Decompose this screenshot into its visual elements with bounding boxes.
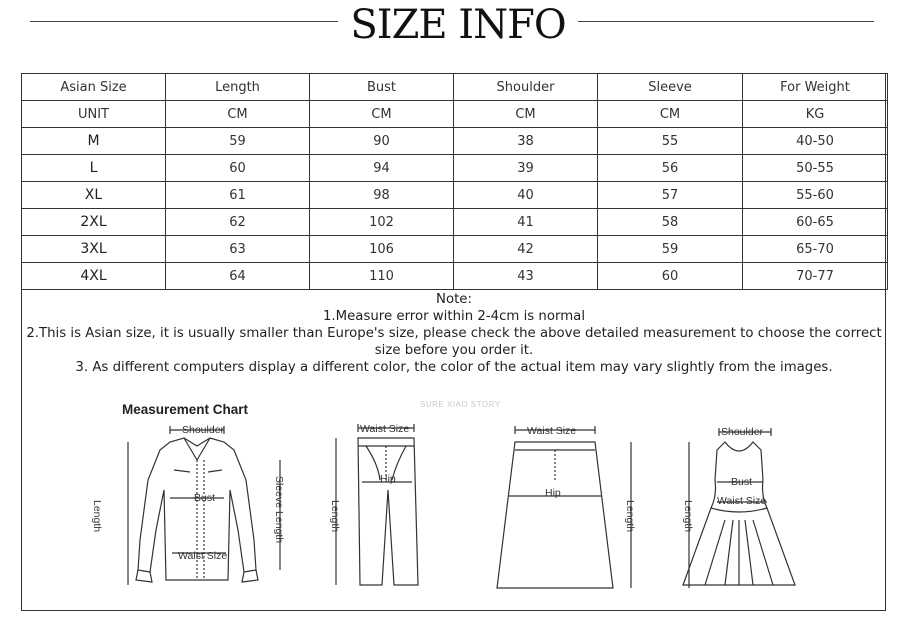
table-cell: 102 — [310, 209, 454, 236]
table-cell: 40-50 — [743, 128, 888, 155]
measurement-chart-title: Measurement Chart — [122, 402, 249, 417]
table-header-cell: For Weight — [743, 74, 888, 101]
table-cell: 63 — [166, 236, 310, 263]
size-label-cell: L — [22, 155, 166, 182]
table-header-cell: Sleeve — [598, 74, 743, 101]
notes-heading: Note: — [436, 292, 472, 307]
skirt-length-label: Length — [624, 500, 636, 533]
table-cell: 60-65 — [743, 209, 888, 236]
table-header-row — [22, 74, 888, 101]
table-cell: 60 — [166, 155, 310, 182]
dress-waist-label: Waist Size — [717, 495, 767, 507]
shirt-bust-label: Bust — [194, 492, 216, 504]
page-title: SIZE INFO — [350, 2, 566, 48]
dress-length-label: Length — [682, 500, 694, 533]
title-divider-right — [578, 21, 874, 22]
table-cell: 65-70 — [743, 236, 888, 263]
table-cell: 94 — [310, 155, 454, 182]
note-line: 3. As different computers display a different color, the color of the actual item may vary slightly from the images. — [75, 360, 833, 375]
size-table — [21, 73, 888, 290]
table-unit-cell: KG — [743, 101, 888, 128]
table-cell: 58 — [598, 209, 743, 236]
table-cell: 41 — [454, 209, 598, 236]
size-label-cell: 2XL — [22, 209, 166, 236]
title-bar — [0, 0, 906, 60]
table-cell: 39 — [454, 155, 598, 182]
pants-hip-label: Hip — [380, 473, 396, 485]
table-unit-cell: CM — [310, 101, 454, 128]
title-divider-left — [30, 21, 338, 22]
table-row — [22, 155, 888, 182]
skirt-illustration — [495, 420, 645, 595]
table-cell: 50-55 — [743, 155, 888, 182]
pants-waist-label: Waist Size — [360, 423, 410, 435]
table-cell: 61 — [166, 182, 310, 209]
shirt-shoulder-label: Shoulder — [182, 424, 225, 436]
skirt-hip-label: Hip — [545, 487, 561, 499]
table-unit-cell: UNIT — [22, 101, 166, 128]
table-unit-cell: CM — [598, 101, 743, 128]
table-row — [22, 209, 888, 236]
table-header-cell: Length — [166, 74, 310, 101]
shirt-illustration — [91, 420, 300, 595]
table-unit-row — [22, 101, 888, 128]
table-cell: 59 — [166, 128, 310, 155]
table-cell: 62 — [166, 209, 310, 236]
table-cell: 40 — [454, 182, 598, 209]
table-cell: 59 — [598, 236, 743, 263]
table-cell: 110 — [310, 263, 454, 290]
table-cell: 106 — [310, 236, 454, 263]
size-label-cell: XL — [22, 182, 166, 209]
pants-length-label: Length — [329, 500, 341, 533]
note-line: 1.Measure error within 2-4cm is normal — [322, 309, 586, 324]
table-cell: 64 — [166, 263, 310, 290]
shirt-figure — [91, 420, 300, 595]
table-cell: 38 — [454, 128, 598, 155]
table-unit-cell: CM — [166, 101, 310, 128]
shirt-sleeve-label: Sleeve Length — [273, 476, 285, 544]
note-line: 2.This is Asian size, it is usually smaller than Europe's size, please check the above detailed measurement to choose the correct size before you order it. — [26, 326, 882, 358]
table-cell: 55-60 — [743, 182, 888, 209]
table-cell: 60 — [598, 263, 743, 290]
dress-figure — [675, 420, 805, 595]
table-row — [22, 263, 888, 290]
dress-illustration — [675, 420, 805, 595]
table-cell: 42 — [454, 236, 598, 263]
shirt-waist-label: Waist Size — [178, 550, 228, 562]
dress-shoulder-label: Shoulder — [721, 426, 764, 438]
table-cell: 90 — [310, 128, 454, 155]
size-label-cell: 3XL — [22, 236, 166, 263]
size-label-cell: 4XL — [22, 263, 166, 290]
table-row — [22, 182, 888, 209]
size-label-cell: M — [22, 128, 166, 155]
table-row — [22, 128, 888, 155]
table-header-cell: Shoulder — [454, 74, 598, 101]
watermark: SURE XIAO STORY — [420, 400, 501, 409]
table-unit-cell: CM — [454, 101, 598, 128]
table-cell: 56 — [598, 155, 743, 182]
table-cell: 55 — [598, 128, 743, 155]
table-cell: 57 — [598, 182, 743, 209]
pants-figure — [318, 420, 428, 595]
skirt-waist-label: Waist Size — [527, 425, 577, 437]
table-header-cell: Asian Size — [22, 74, 166, 101]
notes-block — [22, 291, 886, 376]
shirt-length-label: Length — [91, 500, 103, 533]
table-cell: 43 — [454, 263, 598, 290]
pants-illustration — [318, 420, 428, 595]
table-header-cell: Bust — [310, 74, 454, 101]
dress-bust-label: Bust — [731, 476, 753, 488]
skirt-figure — [495, 420, 645, 595]
table-row — [22, 236, 888, 263]
table-cell: 98 — [310, 182, 454, 209]
table-cell: 70-77 — [743, 263, 888, 290]
